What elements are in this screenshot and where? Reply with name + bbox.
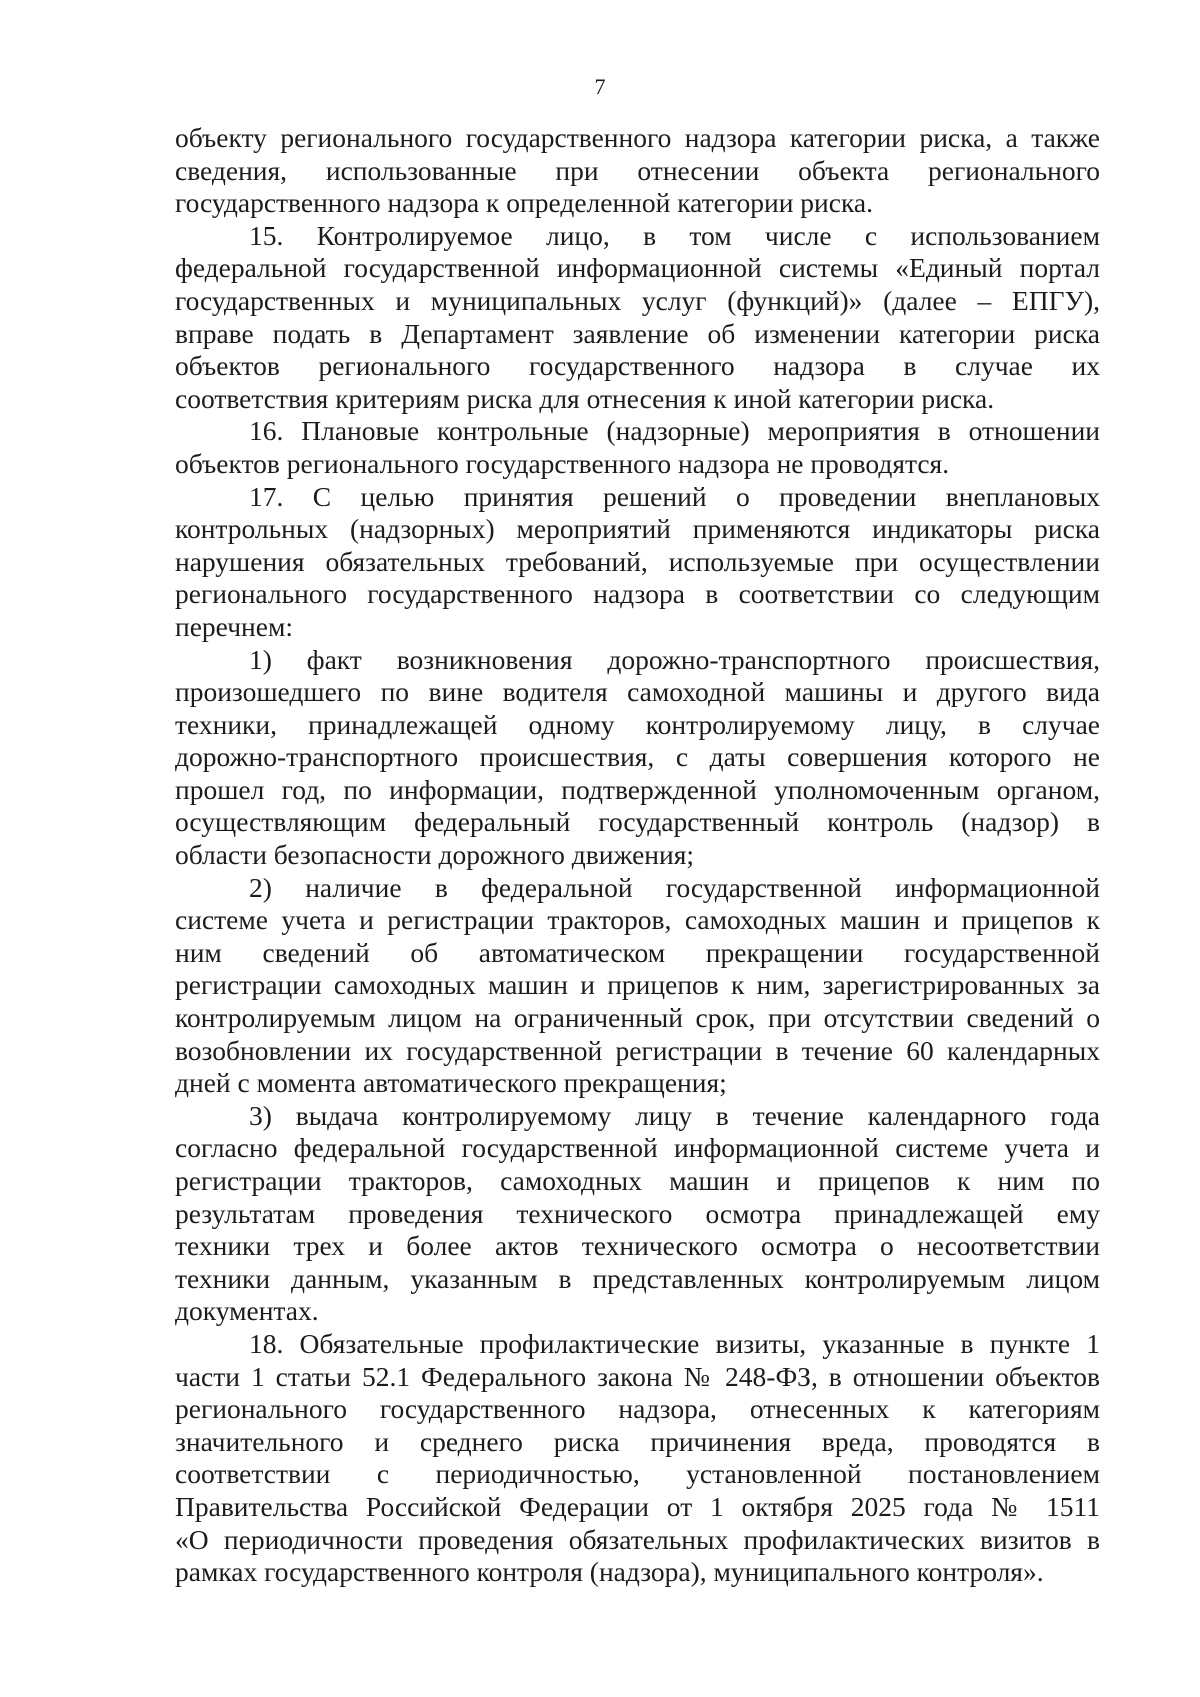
- text-line: регистрации тракторов, самоходных машин и прицепов к ним по: [175, 1165, 1100, 1196]
- text-line: документах.: [175, 1295, 319, 1327]
- text-line: 17. С целью принятия решений о проведении внеплановых: [249, 480, 1100, 512]
- text-line: техники трех и более актов технического осмотра о несоответствии: [175, 1230, 1100, 1262]
- text-line: значительного и среднего риска причинения вреда, проводятся в: [175, 1425, 1100, 1457]
- text-line: соответствии с периодичностью, установленной постановлением: [175, 1458, 1100, 1490]
- text-line: 15. Контролируемое лицо, в том числе с использованием: [249, 219, 1100, 251]
- text-line: объекту регионального государственного надзора категории риска, а также: [175, 122, 1100, 153]
- text-line: сведения, использованные при отнесении объекта регионального: [175, 154, 1100, 186]
- text-line: соответствия критериям риска для отнесения к иной категории риска.: [175, 382, 995, 414]
- text-line: дней с момента автоматического прекращения;: [175, 1067, 727, 1099]
- text-line: системе учета и регистрации тракторов, самоходных машин и прицепов к: [175, 904, 1100, 936]
- text-line: 3) выдача контролируемому лицу в течение календарного года: [249, 1099, 1100, 1131]
- text-line: государственного надзора к определенной категории риска.: [175, 187, 873, 219]
- text-line: части 1 статьи 52.1 Федерального закона № 248-ФЗ, в отношении объектов: [175, 1360, 1100, 1392]
- text-line: 2) наличие в федеральной государственной информационной: [249, 871, 1100, 903]
- text-line: объектов регионального государственного надзора не проводятся.: [175, 447, 950, 479]
- text-line: 16. Плановые контрольные (надзорные) мероприятия в отношении: [249, 415, 1100, 447]
- text-line: регионального государственного надзора, отнесенных к категориям: [175, 1393, 1100, 1425]
- text-line: Правительства Российской Федерации от 1 октября 2025 года № 1511: [175, 1490, 1100, 1522]
- text-line: регионального государственного надзора в соответствии со следующим: [175, 578, 1100, 610]
- text-line: «О периодичности проведения обязательных профилактических визитов в: [175, 1523, 1100, 1555]
- document-body: [175, 122, 1100, 1589]
- text-line: результатам проведения технического осмотра принадлежащей ему: [175, 1197, 1100, 1229]
- text-line: 18. Обязательные профилактические визиты, указанные в пункте 1: [249, 1327, 1100, 1359]
- text-line: произошедшего по вине водителя самоходной машины и другого вида: [175, 676, 1100, 708]
- text-line: ним сведений об автоматическом прекращении государственной: [175, 936, 1100, 968]
- text-line: осуществляющим федеральный государственный контроль (надзор) в: [175, 806, 1100, 838]
- page-number: 7: [594, 74, 606, 99]
- text-line: дорожно-транспортного происшествия, с даты совершения которого не: [175, 741, 1100, 773]
- text-line: 1) факт возникновения дорожно-транспортного происшествия,: [249, 643, 1100, 675]
- text-line: возобновлении их государственной регистрации в течение 60 календарных: [175, 1034, 1100, 1066]
- text-line: техники, принадлежащей одному контролируемому лицу, в случае: [175, 708, 1100, 740]
- text-line: федеральной государственной информационной системы «Единый портал: [175, 252, 1100, 284]
- text-line: государственных и муниципальных услуг (функций)» (далее – ЕПГУ),: [175, 284, 1100, 316]
- text-line: контролируемым лицом на ограниченный срок, при отсутствии сведений о: [175, 1002, 1100, 1034]
- text-line: регистрации самоходных машин и прицепов к ним, зарегистрированных за: [175, 969, 1100, 1001]
- text-line: нарушения обязательных требований, используемые при осуществлении: [175, 545, 1100, 577]
- text-line: области безопасности дорожного движения;: [175, 839, 695, 871]
- text-line: вправе подать в Департамент заявление об изменении категории риска: [175, 317, 1100, 349]
- text-line: объектов регионального государственного надзора в случае их: [175, 350, 1100, 382]
- text-line: техники данным, указанным в представленных контролируемым лицом: [175, 1262, 1100, 1294]
- text-line: согласно федеральной государственной информационной системе учета и: [175, 1132, 1100, 1164]
- text-line: рамках государственного контроля (надзора), муниципального контроля».: [175, 1556, 1044, 1588]
- text-line: перечнем:: [175, 610, 293, 642]
- text-line: контрольных (надзорных) мероприятий применяются индикаторы риска: [175, 513, 1100, 545]
- text-line: прошел год, по информации, подтвержденной уполномоченным органом,: [175, 773, 1100, 805]
